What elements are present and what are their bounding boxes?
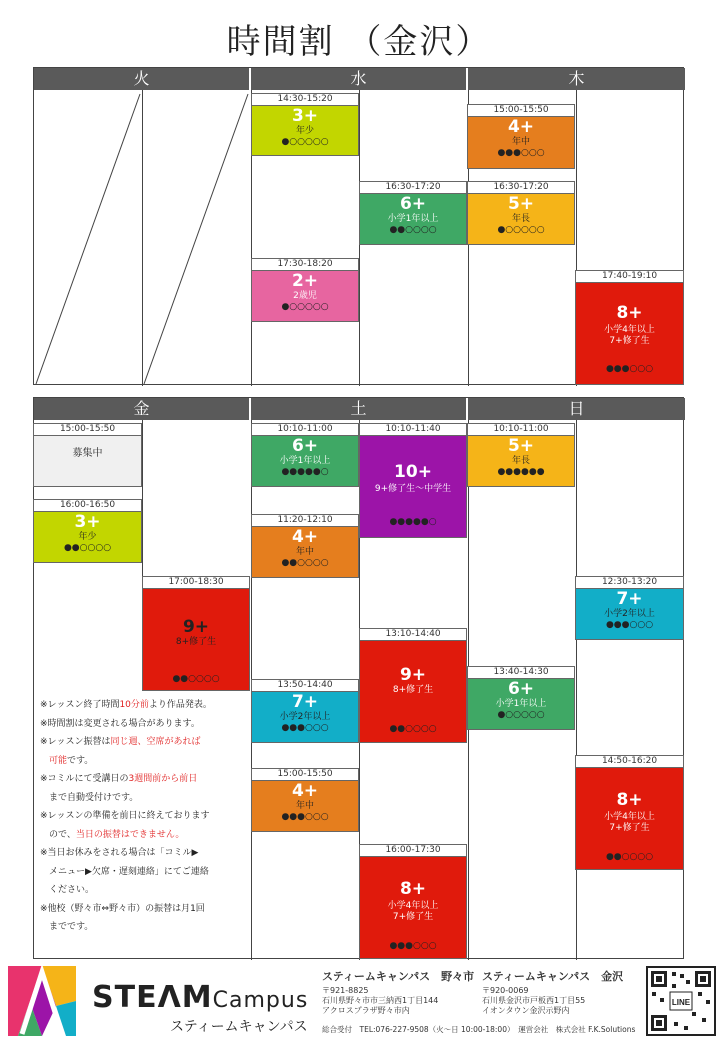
difficulty-dots: ●●●●●● [497, 467, 545, 477]
day-header-thu: 木 [468, 68, 685, 90]
level-label: 9+ [399, 665, 427, 685]
class-slot: 17:00-18:30 9+ 8+修了生 ●●○○○○ [142, 576, 250, 691]
page-title: 時間割 （金沢） [226, 22, 492, 62]
day-header-tue: 火 [34, 68, 251, 90]
day-header-wed: 水 [251, 68, 468, 90]
class-slot: 13:50-14:40 7+ 小学2年以上 ●●●○○○ [251, 679, 359, 743]
level-label: 4+ [291, 781, 319, 801]
class-slot: 14:50-16:20 8+ 小学4年以上 7+修了生 ●●○○○○ [575, 755, 684, 870]
class-slot: 11:20-12:10 4+ 年中 ●●○○○○ [251, 514, 359, 578]
note-line: ください。 [49, 885, 95, 895]
difficulty-dots: ●●●○○○ [605, 620, 654, 630]
level-label: 3+ [74, 512, 101, 532]
footer [0, 962, 718, 1040]
level-label: 6+ [399, 194, 427, 214]
class-slot: 15:00-15:50 4+ 年中 ●●●○○○ [467, 104, 575, 169]
class-slot-recruiting: 15:00-15:50 募集中 [33, 423, 142, 487]
difficulty-dots: ●○○○○○ [497, 225, 545, 235]
class-slot: 14:30-15:20 3+ 年少 ●○○○○○ [251, 93, 359, 156]
level-label: 8+ [616, 790, 643, 810]
note-line: メニュー▶欠席・遅刻連絡」にてご連絡 [49, 866, 209, 877]
difficulty-dots: ●●○○○○ [605, 852, 654, 862]
qr-pattern-icon [648, 968, 714, 1034]
note-line: ので、当日の振替はできません。 [49, 829, 185, 840]
brand-name: STEΛMCampus [92, 980, 309, 1015]
day-header-sun: 日 [468, 398, 685, 420]
level-label: 5+ [507, 194, 535, 214]
note-line: ※コミルにて受講日の3週間前から前日 [40, 774, 198, 784]
school-address: スティームキャンパス 金沢 〒920-0069 石川県金沢市戸板西1丁目55 イオンタウン金沢示野内 [482, 970, 624, 1015]
level-label: 8+ [616, 303, 643, 323]
note-line: ※当日お休みをされる場合は「コミル▶ [40, 848, 199, 858]
class-slot: 16:00-16:50 3+ 年少 ●●○○○○ [33, 499, 142, 563]
level-label: 6+ [507, 679, 535, 699]
level-label: 8+ [399, 879, 427, 899]
recruiting-label: 募集中 [72, 448, 103, 459]
difficulty-dots: ●○○○○○ [281, 302, 329, 312]
class-slot: 17:40-19:10 8+ 小学4年以上 7+修了生 ●●●○○○ [575, 270, 684, 385]
class-slot: 16:30-17:20 6+ 小学1年以上 ●●○○○○ [359, 181, 467, 245]
level-label: 2+ [291, 271, 319, 291]
class-slot: 16:00-17:30 8+ 小学4年以上 7+修了生 ●●●○○○ [359, 844, 467, 959]
class-slot: 17:30-18:20 2+ 2歳児 ●○○○○○ [251, 258, 359, 322]
note-line: まで自動受付けです。 [49, 792, 139, 803]
steam-logo-icon [8, 966, 76, 1036]
day-header-sat: 土 [251, 398, 468, 420]
class-slot: 10:10-11:00 5+ 年長 ●●●●●● [467, 423, 575, 487]
level-label: 9+ [182, 617, 210, 637]
school-address: スティームキャンパス 野々市 〒921-8825 石川県野々市市三納西1丁目144 アクロスプラザ野々市内 [322, 970, 475, 1015]
difficulty-dots: ●●●○○○ [605, 364, 654, 374]
notes-block [40, 696, 240, 937]
level-label: 10+ [394, 462, 432, 482]
difficulty-dots: ●●○○○○ [172, 674, 220, 684]
level-label: 5+ [507, 436, 535, 456]
difficulty-dots: ●●●○○○ [281, 723, 329, 733]
level-label: 7+ [291, 692, 319, 712]
class-slot: 15:00-15:50 4+ 年中 ●●●○○○ [251, 768, 359, 832]
day-header-fri: 金 [34, 398, 251, 420]
difficulty-dots: ●●●○○○ [389, 941, 437, 951]
difficulty-dots: ●○○○○○ [497, 710, 545, 720]
note-line: ※レッスン振替は同じ週、空席があれば [40, 737, 201, 747]
line-qr-code-icon[interactable] [646, 966, 716, 1036]
svg-text:LINE: LINE [671, 998, 691, 1007]
note-line: ※レッスン終了時間10分前より作品発表。 [40, 700, 212, 710]
class-slot: 10:10-11:00 6+ 小学1年以上 ●●●●●○ [251, 423, 359, 487]
class-slot: 13:40-14:30 6+ 小学1年以上 ●○○○○○ [467, 666, 575, 730]
class-slot: 10:10-11:40 10+ 9+修了生～中学生 ●●●●●○ [359, 423, 467, 538]
note-line: ※時間割は変更される場合があります。 [40, 718, 200, 729]
difficulty-dots: ●●○○○○ [389, 724, 437, 734]
brand-kana: スティームキャンパス [170, 1019, 308, 1035]
difficulty-dots: ●●○○○○ [281, 558, 329, 568]
level-label: 4+ [291, 527, 319, 547]
level-label: 4+ [507, 117, 535, 137]
difficulty-dots: ●●●○○○ [497, 148, 545, 158]
difficulty-dots: ●●○○○○ [389, 225, 437, 235]
difficulty-dots: ●●○○○○ [63, 543, 112, 553]
difficulty-dots: ●●●○○○ [281, 812, 329, 822]
note-line: 可能です。 [49, 755, 94, 766]
note-line: ※他校（野々市⇔野々市）の振替は月1回 [40, 903, 205, 914]
contact-info: 総合受付 TEL:076-227-9508（火〜日 10:00-18:00） 運営会社 株式会社 F.K.Solutions [322, 1025, 636, 1034]
class-slot: 16:30-17:20 5+ 年長 ●○○○○○ [467, 181, 575, 245]
note-line: までです。 [49, 922, 94, 932]
no-class-strike [34, 90, 251, 386]
class-slot: 12:30-13:20 7+ 小学2年以上 ●●●○○○ [575, 576, 684, 640]
difficulty-dots: ●●●●●○ [389, 517, 437, 527]
level-label: 3+ [291, 106, 319, 126]
level-label: 7+ [616, 589, 643, 609]
difficulty-dots: ●○○○○○ [281, 137, 329, 147]
class-slot: 13:10-14:40 9+ 8+修了生 ●●○○○○ [359, 628, 467, 743]
level-label: 6+ [291, 436, 319, 456]
column-divider [576, 420, 577, 960]
difficulty-dots: ●●●●●○ [281, 467, 329, 477]
note-line: ※レッスンの準備を前日に終えております [40, 811, 210, 821]
